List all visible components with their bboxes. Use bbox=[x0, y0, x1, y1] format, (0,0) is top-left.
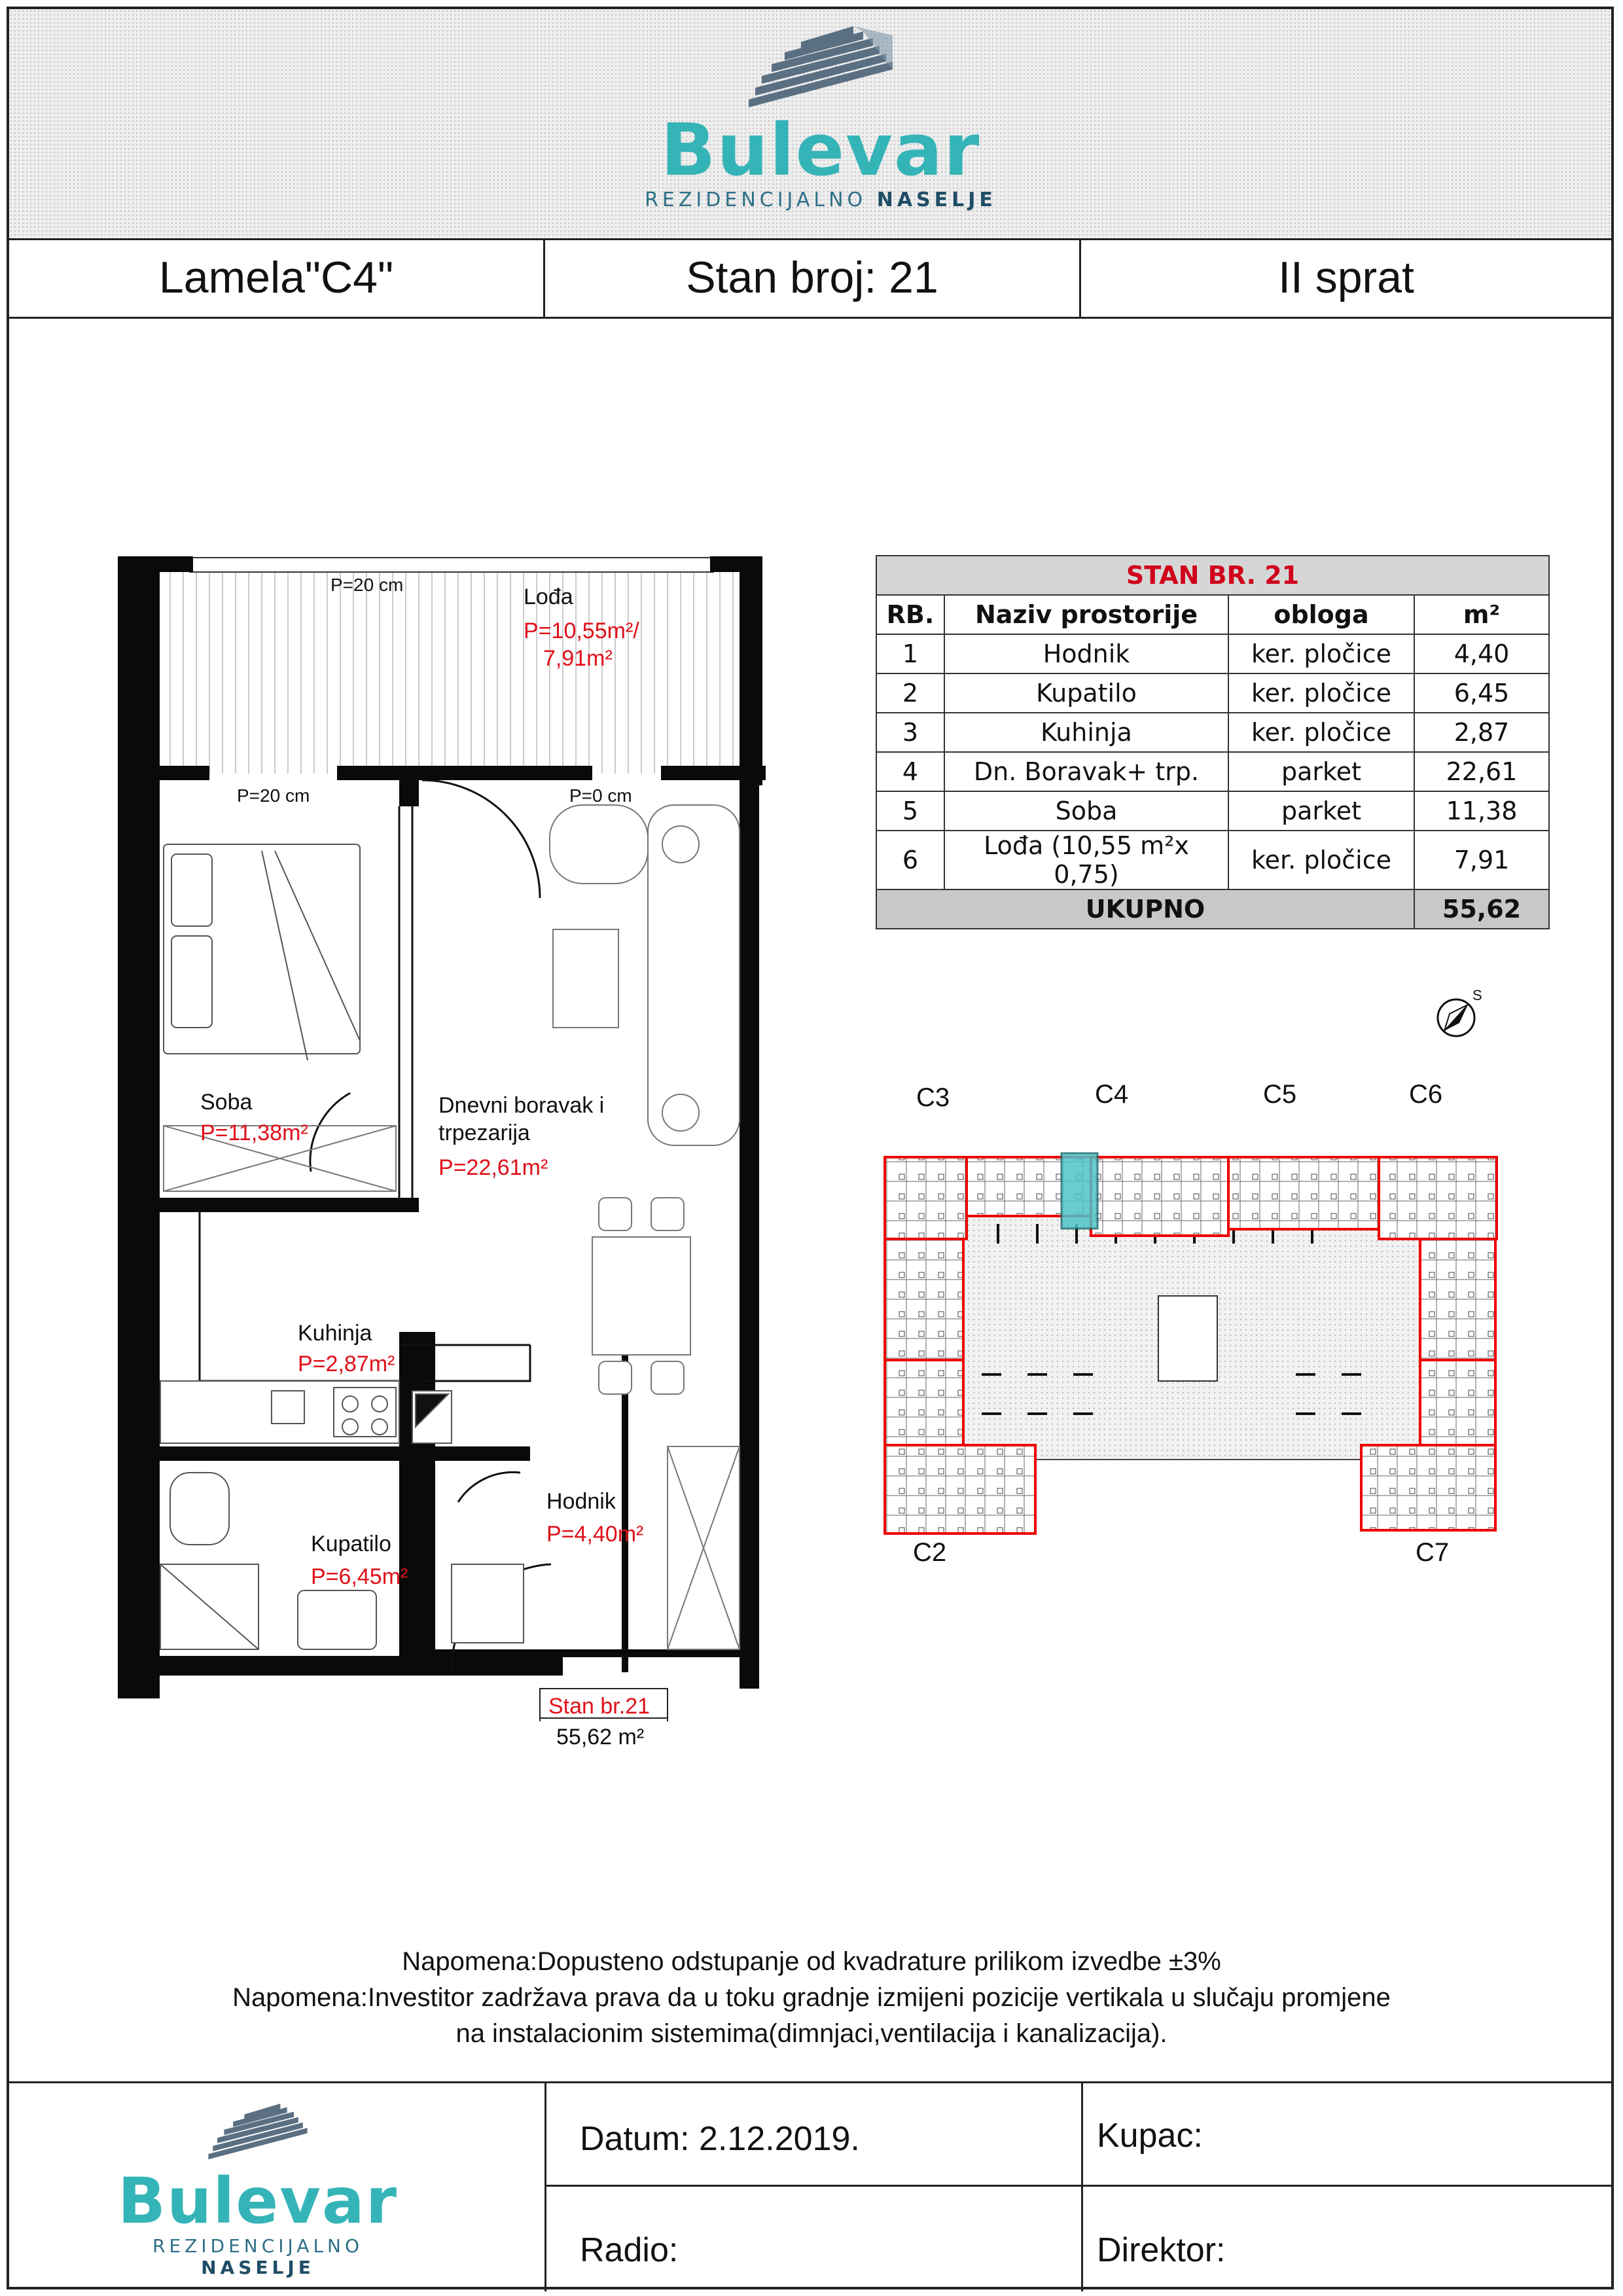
brand-logo bbox=[637, 16, 1004, 211]
building-logo-icon bbox=[186, 2096, 330, 2168]
soba-name: Soba bbox=[200, 1090, 253, 1115]
table-row: 3 Kuhinja ker. pločice 2,87 bbox=[876, 713, 1549, 752]
table-header: obloga bbox=[1228, 595, 1414, 634]
table-row: 2 Kupatilo ker. pločice 6,45 bbox=[876, 673, 1549, 713]
note-line-2: Napomena:Investitor zadržava prava da u toku gradnje izmijeni pozicije vertikala u slučaju promjene bbox=[232, 1983, 1391, 2012]
note-line-1: Napomena:Dopusteno odstupanje od kvadrature prilikom izvedbe ±3% bbox=[402, 1947, 1221, 1976]
apartment-tag-area: 55,62 m² bbox=[556, 1725, 645, 1749]
keyplan-label-c2: C2 bbox=[913, 1538, 947, 1567]
kupatilo-name: Kupatilo bbox=[311, 1532, 391, 1556]
site-key-plan bbox=[877, 1113, 1505, 1558]
kuhinja-area: P=2,87m² bbox=[298, 1352, 395, 1376]
kupatilo-area: P=6,45m² bbox=[311, 1564, 408, 1589]
loggia-area-reduced: 7,91m² bbox=[543, 646, 613, 671]
footer-divider bbox=[544, 2083, 546, 2291]
dnevni-name-2: trpezarija bbox=[438, 1121, 530, 1145]
keyplan-label-c5: C5 bbox=[1263, 1080, 1297, 1109]
dnevni-name: Dnevni boravak i bbox=[438, 1093, 605, 1118]
brand-wordmark: Bulevar bbox=[117, 2164, 399, 2238]
wall bbox=[118, 556, 160, 1698]
footer-brand-logo bbox=[94, 2096, 421, 2278]
highlighted-apartment bbox=[1061, 1153, 1097, 1229]
table-row: 4 Dn. Boravak+ trp. parket 22,61 bbox=[876, 752, 1549, 791]
kupac-field: Kupac: bbox=[1097, 2117, 1203, 2155]
direktor-field: Direktor: bbox=[1097, 2231, 1226, 2269]
keyplan-label-c6: C6 bbox=[1409, 1080, 1443, 1109]
soba-area: P=11,38m² bbox=[200, 1121, 308, 1145]
keyplan-label-c7: C7 bbox=[1416, 1538, 1450, 1567]
soba-height-note: P=20 cm bbox=[237, 785, 310, 806]
lamela-title: Lamela"C4" bbox=[158, 253, 394, 302]
apartment-tag-label: Stan br.21 bbox=[548, 1694, 651, 1719]
datum-field: Datum: 2.12.2019. bbox=[580, 2120, 860, 2158]
wall bbox=[118, 1656, 563, 1676]
radio-field: Radio: bbox=[580, 2231, 679, 2269]
loggia-name: Lođa bbox=[524, 584, 573, 609]
wall bbox=[740, 772, 759, 1689]
wall bbox=[118, 1446, 530, 1461]
compass-letter: S bbox=[1472, 987, 1482, 1003]
footer bbox=[9, 2081, 1611, 2291]
dnevni-area: P=22,61m² bbox=[438, 1155, 548, 1180]
hodnik-name: Hodnik bbox=[546, 1489, 616, 1514]
table-header: Naziv prostorije bbox=[944, 595, 1228, 634]
hodnik-area: P=4,40m² bbox=[546, 1522, 644, 1547]
loggia-height-note: P=20 cm bbox=[330, 575, 404, 595]
keyplan-label-c3: C3 bbox=[916, 1083, 950, 1112]
wall bbox=[118, 556, 193, 572]
loggia-floor bbox=[157, 569, 740, 774]
table-total-row bbox=[876, 889, 1549, 929]
table-header: RB. bbox=[876, 595, 944, 634]
wall bbox=[399, 1649, 740, 1657]
wall bbox=[661, 766, 766, 780]
table-row: 5 Soba parket 11,38 bbox=[876, 791, 1549, 831]
footer-divider bbox=[1081, 2083, 1083, 2291]
brand-wordmark: Bulevar bbox=[660, 108, 981, 192]
table-row: 6 Lođa (10,55 m²x 0,75) ker. pločice 7,91 bbox=[876, 831, 1549, 889]
table-row: 1 Hodnik ker. pločice 4,40 bbox=[876, 634, 1549, 673]
wall bbox=[118, 1198, 419, 1212]
loggia-area: P=10,55m²/ bbox=[524, 619, 639, 643]
table-header: m² bbox=[1414, 595, 1549, 634]
dnevni-height-note: P=0 cm bbox=[569, 785, 632, 806]
title-bar bbox=[9, 238, 1611, 319]
table-title: STAN BR. 21 bbox=[876, 556, 1549, 595]
footer-divider bbox=[544, 2185, 1611, 2187]
brand-tagline: REZIDENCIJALNO NASELJE bbox=[152, 2235, 364, 2278]
header-banner bbox=[9, 9, 1611, 240]
wall bbox=[337, 766, 592, 780]
wall bbox=[118, 766, 209, 780]
note-line-3: na instalacionim sistemima(dimnjaci,ventilacija i kanalizacija). bbox=[455, 2019, 1168, 2048]
keyplan-label-c4: C4 bbox=[1095, 1080, 1129, 1109]
stan-number-title: Stan broj: 21 bbox=[686, 253, 938, 302]
area-table bbox=[876, 555, 1550, 929]
total-value: 55,62 bbox=[1414, 889, 1549, 929]
floor-title: II sprat bbox=[1278, 253, 1414, 302]
loggia-glazing bbox=[190, 558, 713, 572]
total-label: UKUPNO bbox=[876, 889, 1414, 929]
wall bbox=[399, 780, 419, 806]
wall bbox=[740, 556, 762, 785]
kuhinja-name: Kuhinja bbox=[298, 1321, 372, 1346]
building-logo-icon bbox=[722, 16, 919, 120]
brand-tagline: REZIDENCIJALNO NASELJE bbox=[645, 188, 997, 211]
